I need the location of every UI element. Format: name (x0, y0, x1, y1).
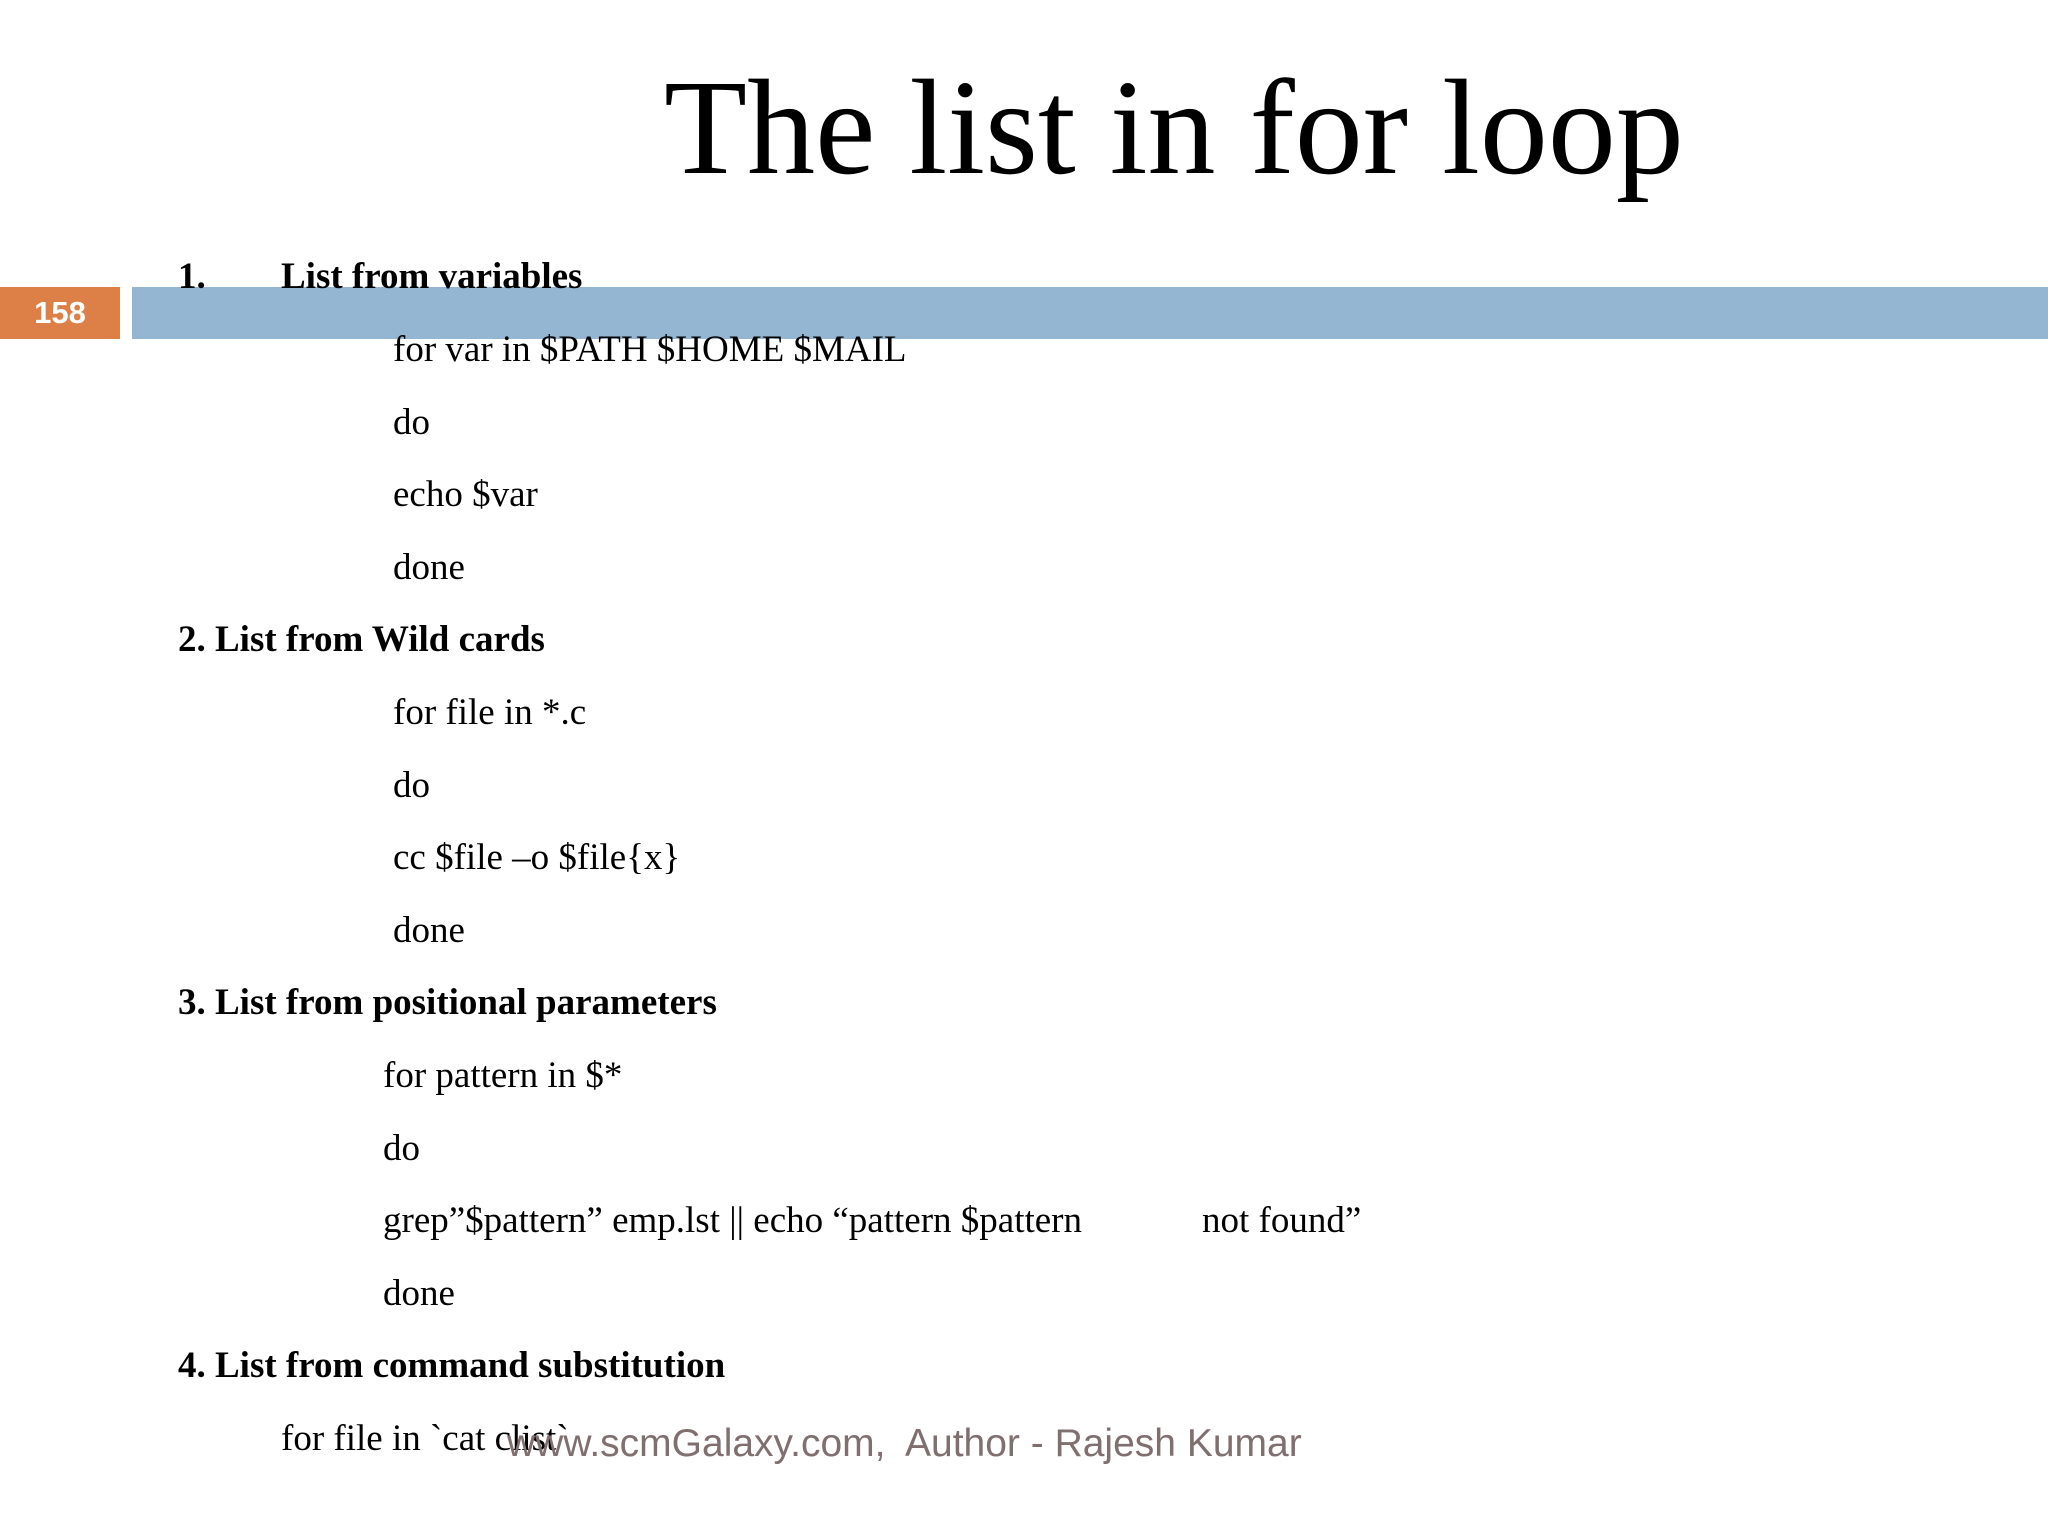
section-1-code-line: for var in $PATH $HOME $MAIL (393, 329, 907, 370)
section-3-code-line: done (383, 1273, 455, 1314)
section-2-code-line: cc $file –o $file{x} (393, 837, 681, 878)
section-1-heading: List from variables (281, 256, 583, 297)
section-1-code-line: echo $var (393, 474, 538, 515)
section-3-code-line: not found” (1202, 1200, 1362, 1241)
section-4-heading: 4. List from command substitution (178, 1345, 726, 1386)
slide-title: The list in for loop (664, 53, 1684, 203)
section-1-code-line: done (393, 547, 465, 588)
section-3-code-line: do (383, 1128, 420, 1169)
section-4-code-line: for file in `cat clist` (281, 1418, 569, 1459)
section-3-heading: 3. List from positional parameters (178, 982, 717, 1023)
section-2-code-line: do (393, 765, 430, 806)
section-3-code-line: for pattern in $* (383, 1055, 623, 1096)
section-2-heading: 2. List from Wild cards (178, 619, 545, 660)
slide-number: 158 (0, 287, 120, 339)
section-1-code-line: do (393, 402, 430, 443)
footer-text: www.scmGalaxy.com, Author - Rajesh Kumar (507, 1422, 1302, 1465)
section-1-number: 1. (178, 256, 206, 297)
section-2-code-line: for file in *.c (393, 692, 587, 733)
section-3-code-line: grep”$pattern” emp.lst || echo “pattern $pattern (383, 1200, 1083, 1241)
section-2-code-line: done (393, 910, 465, 951)
